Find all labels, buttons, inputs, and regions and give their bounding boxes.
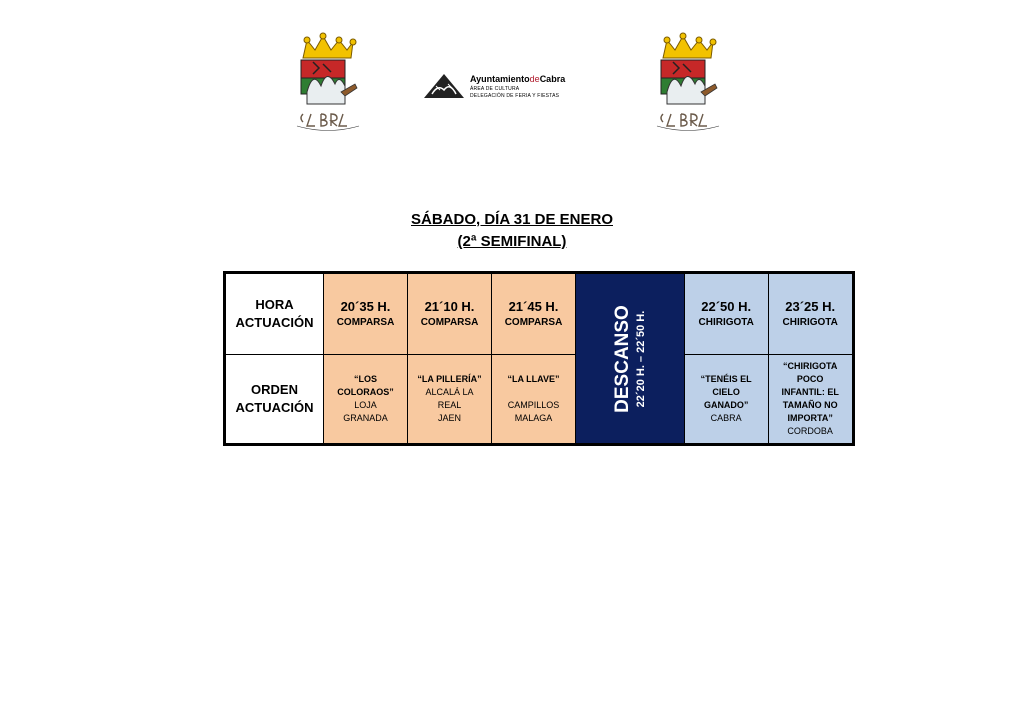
time-cell-2: 21´10 H. COMPARSA (408, 273, 492, 355)
crown-icon (663, 33, 716, 58)
ayuntamiento-logo (422, 70, 592, 104)
table-row-orden (225, 355, 854, 445)
logo-delegacion: DELEGACIÓN DE FERIA Y FIESTAS (470, 93, 560, 99)
time-cell-3: 21´45 H. COMPARSA (492, 273, 576, 355)
logo-area-cultura: ÁREA DE CULTURA (470, 86, 520, 92)
act-cell-2: “LA PILLERÍA” ALCALÁ LA REAL JAEN (408, 355, 492, 445)
descanso-cell (576, 273, 685, 445)
time-cell-5: 23´25 H. CHIRIGOTA (768, 273, 853, 355)
crown-icon (303, 33, 356, 58)
cabra-crest-right-label (657, 114, 719, 131)
table-row-hora (225, 273, 854, 355)
schedule-table (223, 271, 855, 446)
act-cell-3: “LA LLAVE” CAMPILLOS MALAGA (492, 355, 576, 445)
row-header-orden: ORDEN ACTUACIÓN (225, 355, 324, 445)
act-cell-1: “LOS COLORAOS” LOJA GRANADA (324, 355, 408, 445)
cabra-crest-left-label (297, 114, 359, 131)
time-cell-1: 20´35 H. COMPARSA (324, 273, 408, 355)
logo-name: AyuntamientodeCabra (470, 74, 566, 84)
descanso-label: DESCANSO (611, 304, 633, 413)
row-header-hora: HORA ACTUACIÓN (225, 273, 324, 355)
page-title: SÁBADO, DÍA 31 DE ENERO (411, 211, 613, 228)
cabra-crest-left (293, 28, 363, 132)
descanso-time: 22´20 H. – 22´50 H. (634, 310, 647, 407)
cabra-crest-right (653, 28, 723, 132)
act-cell-5: “CHIRIGOTA POCO INFANTIL: EL TAMAÑO NO IMPORTA” CORDOBA (768, 355, 853, 445)
time-cell-4: 22´50 H. CHIRIGOTA (684, 273, 768, 355)
ayuntamiento-emblem-icon (422, 72, 466, 100)
act-cell-4: “TENÉIS EL CIELO GANADO” CABRA (684, 355, 768, 445)
page-subtitle: (2ª SEMIFINAL) (457, 233, 567, 250)
